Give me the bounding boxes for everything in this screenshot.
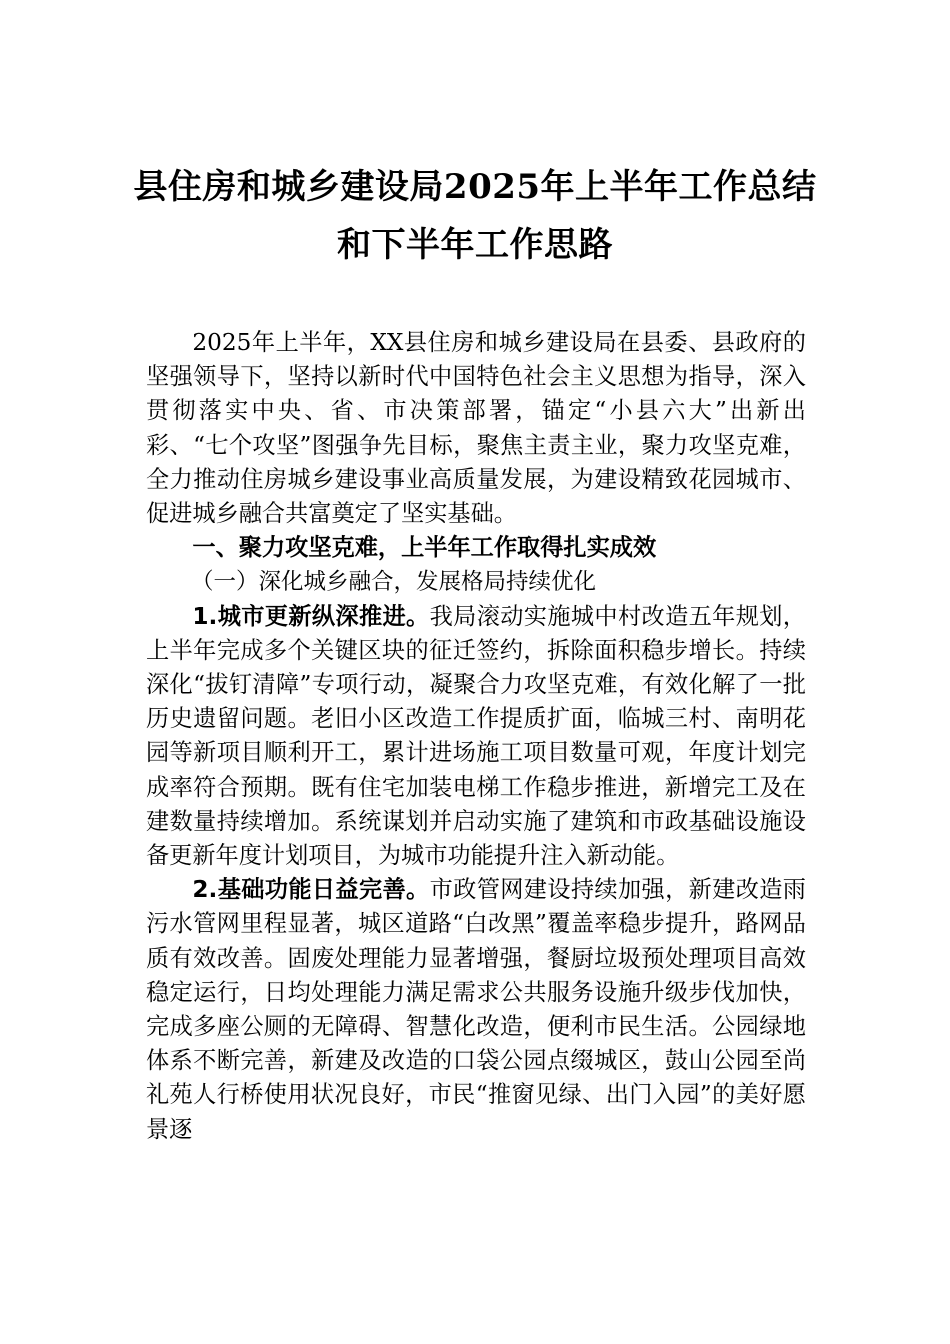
page-bottom-clip <box>146 873 806 1143</box>
subsection-heading: （一）深化城乡融合，发展格局持续优化 <box>191 569 597 596</box>
document-body <box>146 326 806 1143</box>
document-title: 县住房和城乡建设局2025年上半年工作总结和下半年工作思路 <box>133 167 817 265</box>
item-1-text: 我局滚动实施城中村改造五年规划，上半年完成多个关键区块的征迁签约，拆除面积稳步增长。持续深化“拔钉清障”专项行动，凝聚合力攻坚克难，有效化解了一批历史遗留问题。老旧小区改造工作提质扩面，临城三村、南明花园等新项目顺利开工，累计进场施工项目数量可观，年度计划完成率符合预期。既有住宅加装电梯工作稳步推进，新增完工及在建数量持续增加。系统谋划并启动实施了建筑和市政基础设施设备更新年度计划项目，为城市功能提升注入新动能。 <box>146 602 806 870</box>
item-2-text: 市政管网建设持续加强，新建改造雨污水管网里程显著，城区道路“白改黑”覆盖率稳步提升，路网品质有效改善。固废处理能力显著增强，餐厨垃圾预处理项目高效稳定运行，日均处理能力满足需求公共服务设施升级步伐加快，完成多座公厕的无障碍、智慧化改造，便利市民生活。公园绿地体系不断完善，新建及改造的口袋公园点缀城区，鼓山公园至尚礼苑人行桥使用状况良好，市民“推窗见绿、出门入园”的美好愿景逐 <box>146 876 806 1143</box>
item-1-lead: 1.城市更新纵深推进。 <box>192 602 430 630</box>
section-heading: 一、聚力攻坚克难，上半年工作取得扎实成效 <box>192 534 657 562</box>
item-2-lead: 2.基础功能日益完善。 <box>192 876 430 904</box>
item-paragraph-1 <box>146 600 806 874</box>
intro-paragraph: 2025年上半年，XX县住房和城乡建设局在县委、县政府的坚强领导下，坚持以新时代中国特色社会主义思想为指导，深入贯彻落实中央、省、市决策部署，锚定“小县六大”出新出彩、“七个攻坚”图强争先目标，聚焦主责主业，聚力攻坚克难，全力推动住房城乡建设事业高质量发展，为建设精致花园城市、促进城乡融合共富奠定了坚实基础。 <box>146 329 806 528</box>
item-paragraph-2 <box>146 873 806 1147</box>
